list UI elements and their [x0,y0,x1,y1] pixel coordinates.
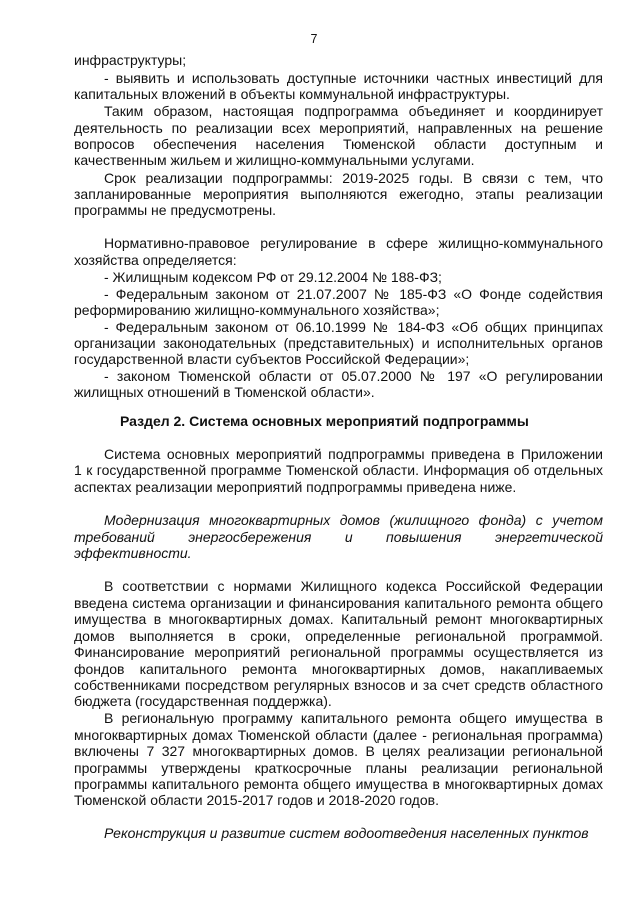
text-line: Система основных мероприятий подпрограммы приведена в Приложении [104,446,603,462]
text-line: включены 7 327 многоквартирных домов. В целях реализации региональной [74,743,603,759]
section-heading: Раздел 2. Система основных мероприятий подпрограммы [120,413,529,429]
text-line: домов выполняется в сроки, определенные региональной программой. [74,628,603,644]
text-line: качественным жильем и жилищно-коммунальными услугами. [74,152,475,168]
text-line: имущества в многоквартирных домах. Капитальный ремонт многоквартирных [74,611,603,627]
text-line: аспектах реализации мероприятий подпрограммы приведена ниже. [74,479,517,495]
text-line: программы не предусмотрены. [74,202,277,218]
text-line: бюджета (государственная поддержка). [74,693,332,709]
subsection-title: требований энергосбережения и повышения энергетической [74,529,603,545]
text-line: - законом Тюменской области от 05.07.2000 № 197 «О регулировании [104,368,603,384]
text-line: программы утверждены краткосрочные планы реализации региональной [74,760,603,776]
text-line: введена система организации и финансирования капитального ремонта общего [74,595,603,611]
text-line: запланированные мероприятия выполняются ежегодно, этапы реализации [74,186,603,202]
text-line: В региональную программу капитального ремонта общего имущества в [104,710,603,726]
text-line: вопросов обеспечения населения Тюменской области доступным и [74,136,603,152]
text-line: - Жилищным кодексом РФ от 29.12.2004 № 188-ФЗ; [104,269,442,285]
subsection-title: Модернизация многоквартирных домов (жилищного фонда) с учетом [104,512,603,528]
text-line: реформированию жилищно-коммунального хозяйства»; [74,302,440,318]
text-line: организации законодательных (представительных) и исполнительных органов [74,335,603,351]
text-line: Таким образом, настоящая подпрограмма объединяет и координирует [104,103,603,119]
text-line: Тюменской области 2015-2017 годов и 2018-2020 годов. [74,792,439,808]
subsection-title: Реконструкция и развитие систем водоотведения населенных пунктов [104,825,589,841]
subsection-title: эффективности. [74,545,192,561]
text-line: Нормативно-правовое регулирование в сфере жилищно-коммунального [104,235,603,251]
text-line: Срок реализации подпрограммы: 2019-2025 годы. В связи с тем, что [104,170,603,186]
text-line: хозяйства определяется: [74,252,237,268]
text-line: многоквартирных домах Тюменской области (далее - региональная программа) [74,727,603,743]
text-line: Финансирование мероприятий региональной программы осуществляется из [74,644,603,660]
text-line: собственниками посредством регулярных взносов и за счет средств областного [74,677,603,693]
text-line: фондов капитального ремонта многоквартирных домов, накапливаемых [74,661,603,677]
text-line: государственной власти субъектов Российской Федерации»; [74,351,470,367]
text-line: 1 к государственной программе Тюменской области. Информация об отдельных [74,462,603,478]
page-number: 7 [310,32,318,46]
text-line: жилищных отношений в Тюменской области». [74,384,375,400]
text-line: - выявить и использовать доступные источники частных инвестиций для [104,70,603,86]
text-line: капитальных вложений в объекты коммунальной инфраструктуры. [74,86,510,102]
text-line: инфраструктуры; [74,52,187,68]
text-line: В соответствии с нормами Жилищного кодекса Российской Федерации [104,578,603,594]
text-line: программы капитального ремонта общего имущества в многоквартирных домах [74,776,603,792]
text-line: - Федеральным законом от 06.10.1999 № 184-ФЗ «Об общих принципах [104,319,603,335]
text-line: деятельность по реализации всех мероприятий, направленных на решение [74,120,603,136]
text-line: - Федеральным законом от 21.07.2007 № 185-ФЗ «О Фонде содействия [104,286,603,302]
